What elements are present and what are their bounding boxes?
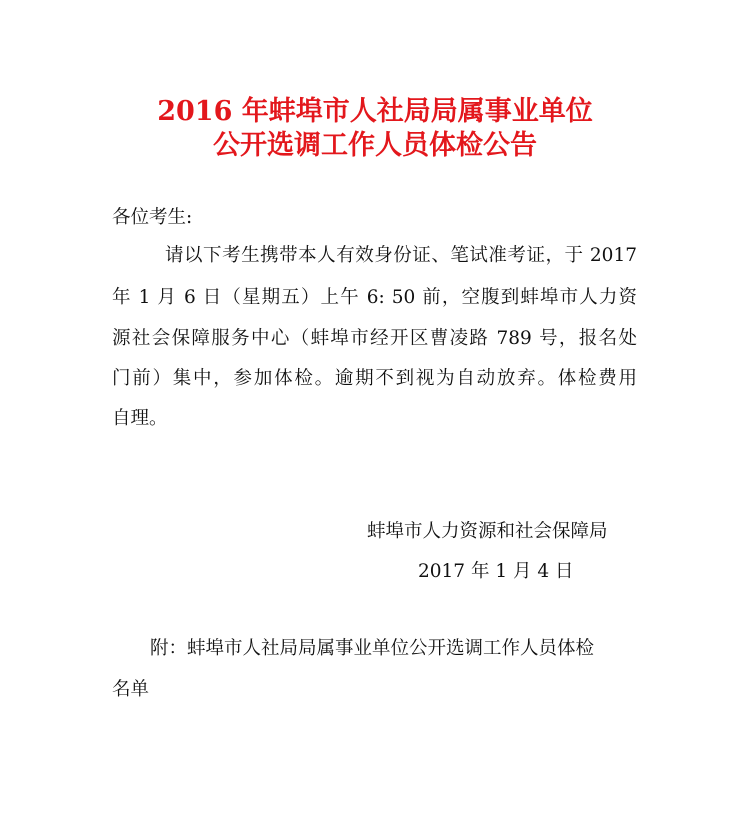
body-line-2: 年 1 月 6 日（星期五）上午 6: 50 前，空腹到蚌埠市人力资	[112, 287, 637, 308]
attachment-line-1: 附：蚌埠市人社局局属事业单位公开选调工作人员体检	[150, 638, 595, 659]
issuer-name: 蚌埠市人力资源和社会保障局	[367, 521, 608, 542]
body-line-1: 请以下考生携带本人有效身份证、笔试准考证，于 2017	[165, 245, 637, 266]
salutation: 各位考生:	[112, 207, 193, 228]
title-line-2: 公开选调工作人员体检公告	[213, 130, 537, 161]
body-line-3: 源社会保障服务中心（蚌埠市经开区曹凌路 789 号，报名处	[112, 328, 637, 349]
body-line-5: 自理。	[112, 408, 168, 429]
body-line-4: 门前）集中，参加体检。逾期不到视为自动放弃。体检费用	[112, 368, 637, 389]
issue-date: 2017 年 1 月 4 日	[418, 561, 574, 582]
title-line-1: 2016 年蚌埠市人社局局属事业单位	[157, 96, 593, 127]
attachment-line-2: 名单	[112, 679, 150, 700]
